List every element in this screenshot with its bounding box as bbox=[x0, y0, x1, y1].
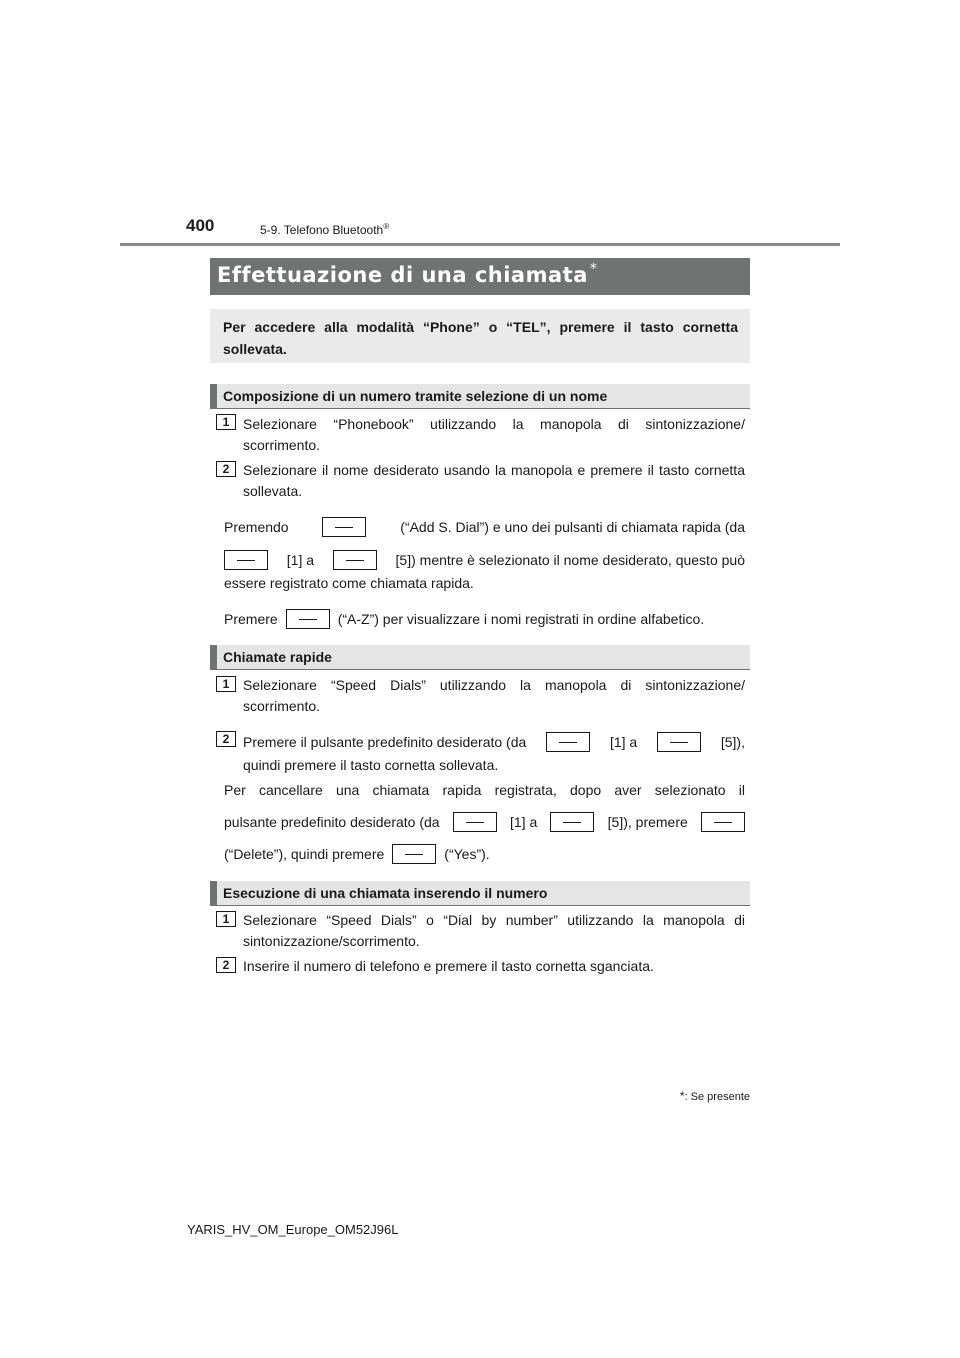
section-reference bbox=[260, 222, 389, 237]
footnote-mark: * bbox=[679, 1089, 685, 1103]
delete-button-icon bbox=[701, 812, 745, 832]
note-text: pulsante predefinito desiderato (da bbox=[224, 814, 440, 830]
step-text: Premere il pulsante predefinito desiderato (da bbox=[243, 734, 527, 750]
note-text: Premere bbox=[224, 611, 278, 627]
title-asterisk: * bbox=[589, 261, 598, 277]
step-line bbox=[243, 730, 745, 754]
note-text: [1] a bbox=[510, 814, 538, 830]
note-line bbox=[224, 548, 745, 572]
step-badge-1: 1 bbox=[216, 676, 236, 692]
step-text: quindi premere il tasto cornetta sollevata. bbox=[243, 757, 499, 773]
note-text bbox=[224, 780, 745, 801]
step-badge-2: 2 bbox=[216, 731, 236, 747]
step-badge-2: 2 bbox=[216, 957, 236, 973]
note-line bbox=[224, 842, 745, 866]
document-code: YARIS_HV_OM_Europe_OM52J96L bbox=[187, 1222, 399, 1237]
page-title-text: Effettuazione di una chiamata bbox=[217, 263, 588, 287]
note-text-line: Per cancellare una chiamata rapida registrata, dopo aver selezionato il bbox=[224, 782, 745, 798]
step-text: Selezionare “Speed Dials” o “Dial by number” utilizzando la manopola di sintonizzazione/scorrimento. bbox=[243, 912, 745, 949]
step-text: Selezionare “Speed Dials” utilizzando la manopola di sintonizzazione/ scorrimento. bbox=[243, 677, 745, 714]
page-number: 400 bbox=[186, 216, 215, 235]
note-line bbox=[224, 515, 745, 539]
preset-button-icon bbox=[453, 812, 497, 832]
step-text: [5]), bbox=[720, 734, 745, 750]
section-title: 5-9. Telefono Bluetooth bbox=[260, 223, 384, 237]
note-text: Premendo bbox=[224, 519, 289, 535]
preset-button-icon bbox=[657, 732, 701, 752]
footnote-text: : Se presente bbox=[684, 1091, 750, 1103]
footnote bbox=[668, 1089, 750, 1103]
note-text: essere registrato come chiamata rapida. bbox=[224, 575, 474, 591]
note-text: [5]) mentre è selezionato il nome desiderato, questo può bbox=[395, 552, 745, 568]
page-title bbox=[210, 258, 750, 295]
step-badge-2: 2 bbox=[216, 461, 236, 477]
preset-button-icon bbox=[550, 812, 594, 832]
intro-box: Per accedere alla modalità “Phone” o “TEL”, premere il tasto cornetta sollevata. bbox=[210, 309, 750, 363]
note-line bbox=[224, 607, 745, 631]
preset-button-icon bbox=[224, 550, 268, 570]
step-text: Inserire il numero di telefono e premere il tasto cornetta sganciata. bbox=[243, 958, 654, 974]
a-z-button-icon bbox=[286, 609, 330, 629]
step-text: Selezionare il nome desiderato usando la manopola e premere il tasto cornetta sollevata. bbox=[243, 462, 745, 499]
section-heading-speed-dials: Chiamate rapide bbox=[210, 645, 750, 670]
note-text: [1] a bbox=[286, 552, 315, 568]
note-text: (“Delete”), quindi premere bbox=[224, 846, 385, 862]
yes-button-icon bbox=[392, 844, 436, 864]
step-text: [1] a bbox=[609, 734, 638, 750]
note-text: (“Add S. Dial”) e uno dei pulsanti di chiamata rapida (da bbox=[400, 519, 745, 535]
note-text: (“A-Z”) per visualizzare i nomi registrati in ordine alfabetico. bbox=[337, 611, 705, 627]
preset-button-icon bbox=[546, 732, 590, 752]
step-badge-1: 1 bbox=[216, 414, 236, 430]
section-heading-name-dial: Composizione di un numero tramite selezione di un nome bbox=[210, 384, 750, 409]
note-text: (“Yes”). bbox=[444, 846, 490, 862]
preset-button-icon bbox=[333, 550, 377, 570]
note-text: [5]), premere bbox=[607, 814, 688, 830]
step-badge-1: 1 bbox=[216, 911, 236, 927]
registered-mark: ® bbox=[383, 222, 390, 231]
note-line bbox=[224, 810, 745, 834]
section-heading-dial-number: Esecuzione di una chiamata inserendo il numero bbox=[210, 881, 750, 906]
header-divider bbox=[120, 243, 840, 246]
step-text: Selezionare “Phonebook” utilizzando la manopola di sintonizzazione/ scorrimento. bbox=[243, 416, 745, 453]
add-speed-dial-button-icon bbox=[322, 517, 366, 537]
